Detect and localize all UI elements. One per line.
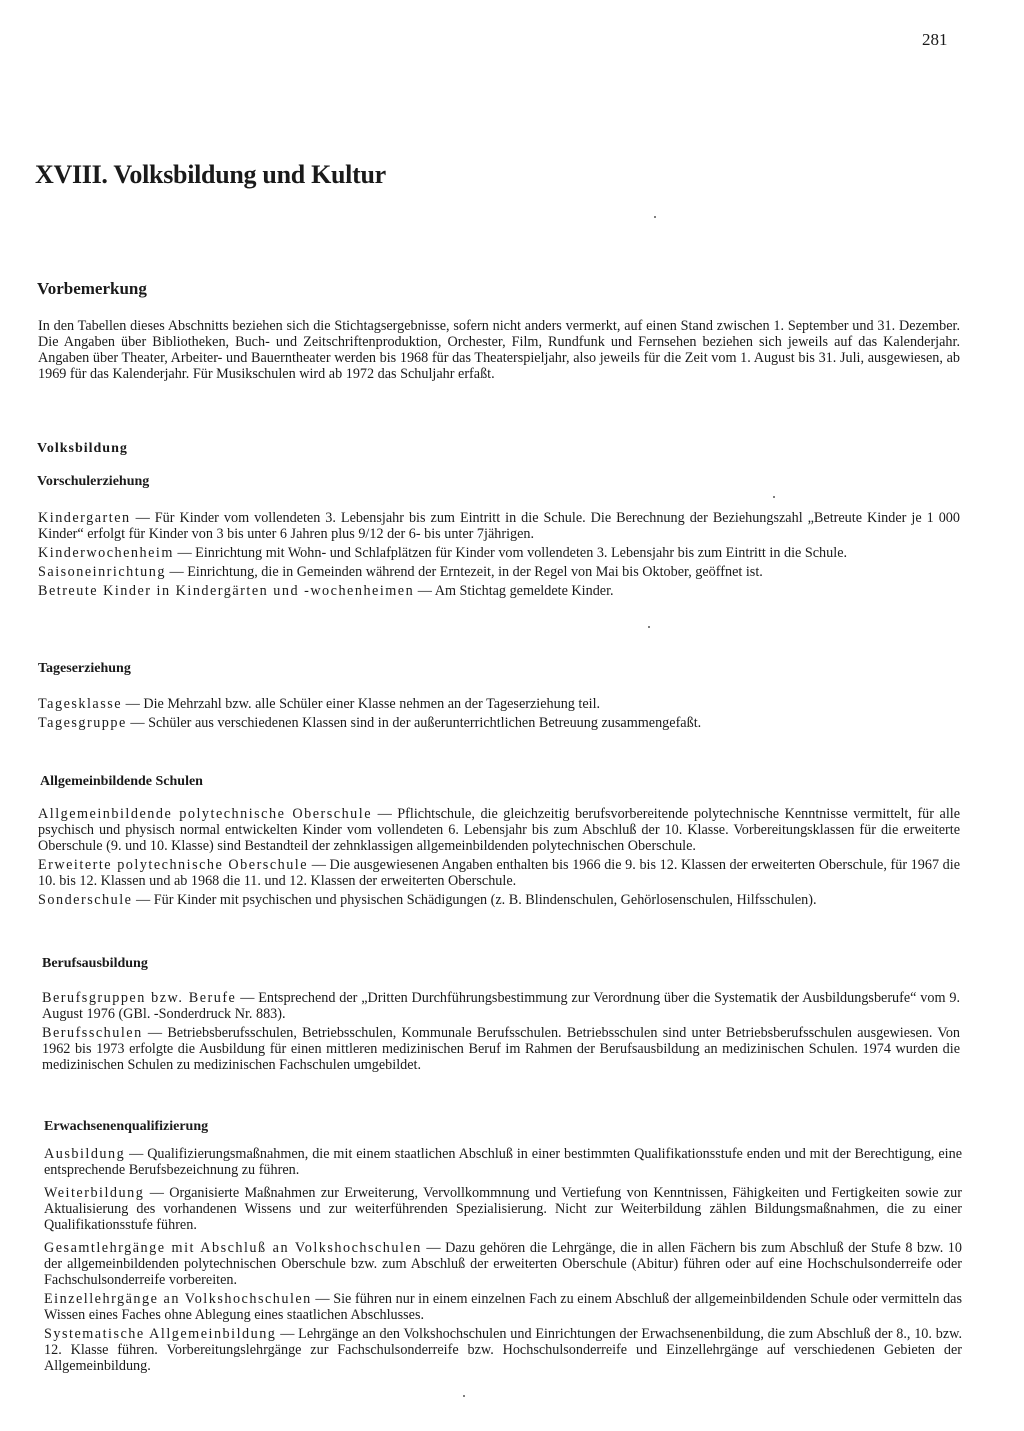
berufsausbildung-heading: Berufsausbildung <box>42 956 148 971</box>
definition-term: Berufsschulen <box>42 1025 143 1041</box>
definition-term: Betreute Kinder in Kindergärten und -wochenheimen <box>38 583 415 599</box>
definition-term: Einzellehrgänge an Volkshochschulen <box>44 1291 312 1307</box>
definition-term: Saisoneinrichtung <box>38 564 166 580</box>
definition-term: Tagesklasse <box>38 696 123 712</box>
scan-speck <box>648 626 650 628</box>
allgemeinbildende-heading: Allgemeinbildende Schulen <box>40 774 203 789</box>
definition-text: — Lehrgänge an den Volkshochschulen und Einrichtungen der Erwachsenenbildung, die zum Abschluß der 8., 10. bzw. 12. Klasse führen. Vorbereitungslehrgänge zur Fachschulsonderreife bzw. Hochschulsonderreife und Einzellehrgänge auf verschiedenen Gebieten der Allgemeinbildung. <box>44 1326 962 1374</box>
definition-text: — Einrichtung, die in Gemeinden während der Erntezeit, in der Regel von Mai bis Oktober, geöffnet ist. <box>169 564 763 580</box>
chapter-title: XVIII. Volksbildung und Kultur <box>35 160 386 189</box>
definition-text: — Am Stichtag gemeldete Kinder. <box>417 583 614 599</box>
definition-entry <box>38 715 960 731</box>
erwachsenenqualifizierung-heading: Erwachsenenqualifizierung <box>44 1119 209 1134</box>
scan-speck <box>773 496 775 498</box>
definition-term: Gesamtlehrgänge mit Abschluß an Volkshochschulen <box>44 1240 422 1256</box>
definition-entry <box>42 1025 960 1073</box>
definition-text: — Qualifizierungsmaßnahmen, die mit einem staatlichen Abschluß in einer bestimmten Qualifikationsstufe enden und mit der Berechtigung, eine entsprechende Berufsbezeichnung zu führen. <box>44 1146 962 1178</box>
definition-text: — Die ausgewiesenen Angaben enthalten bis 1966 die 9. bis 12. Klassen der erweiterten Oberschule, für 1967 die 10. bis 12. Klassen und ab 1968 die 11. und 12. Klassen der erweiterten Oberschule. <box>38 857 961 889</box>
definition-term: Erweiterte polytechnische Oberschule <box>38 857 309 873</box>
volksbildung-heading: Volksbildung <box>37 441 128 456</box>
definition-term: Kinderwochenheim <box>38 545 174 561</box>
erwachsen-block <box>44 1146 962 1377</box>
scan-speck <box>463 1395 465 1397</box>
definition-entry <box>42 990 960 1022</box>
definition-text: — Betriebsberufsschulen, Betriebsschulen, Kommunale Berufsschulen. Betriebsschulen sind unter Betriebsberufsschulen ausgewiesen. Von 1962 bis 1973 erfolgte die Ausbildung für einen mittleren medizinischen Beruf im Rahmen der Berufsausbildung an medizinischen Schulen. 1974 wurden die medizinischen Schulen zu medizinischen Fachschulen umgebildet. <box>42 1025 961 1073</box>
definition-text: — Organisierte Maßnahmen zur Erweiterung, Vervollkommnung und Vertiefung von Kenntnissen, Fähigkeiten und Fertigkeiten sowie zur Aktualisierung des vorhandenen Wissens und zur weiterführenden Spezialisierung. Nicht zur Weiterbildung zählen Bildungsmaßnahmen, die zu einer Qualifikationsstufe führen. <box>44 1185 962 1233</box>
vorschulerziehung-heading: Vorschulerziehung <box>37 474 150 489</box>
definition-text: — Dazu gehören die Lehrgänge, die in allen Fächern bis zum Abschluß der Stufe 8 bzw. 10 der allgemeinbildenden polytechnischen Oberschule bzw. zum Abschluß der erweiterten Oberschule (Abitur) führen oder auf eine Hochschulsonderreife oder Fachschulsonderreife vorbereiten. <box>44 1240 962 1288</box>
definition-entry <box>38 857 960 889</box>
definition-entry <box>38 696 960 712</box>
definition-entry <box>44 1291 962 1323</box>
definition-entry <box>38 510 960 542</box>
vorschul-block <box>38 510 960 602</box>
definition-text: — Einrichtung mit Wohn- und Schlafplätzen für Kinder vom vollendeten 3. Lebensjahr bis zum Eintritt in die Schule. <box>177 545 848 561</box>
definition-text: — Für Kinder vom vollendeten 3. Lebensjahr bis zum Eintritt in die Schule. Die Berechnung der Beziehungszahl „Betreute Kinder je 1 000 Kinder“ erfolgt für Kinder von 3 bis unter 6 Jahren plus 9/12 der 6- bis unter 7jährigen. <box>38 510 960 542</box>
definition-entry <box>38 564 960 580</box>
definition-entry <box>38 583 960 599</box>
beruf-block <box>42 990 960 1076</box>
definition-entry <box>38 545 960 561</box>
definition-entry <box>44 1146 962 1178</box>
definition-term: Ausbildung <box>44 1146 126 1162</box>
definition-term: Tagesgruppe <box>38 715 127 731</box>
definition-term: Weiterbildung <box>44 1185 145 1201</box>
tageserziehung-heading: Tageserziehung <box>38 661 131 676</box>
scan-speck <box>654 216 656 218</box>
allgemein-block <box>38 806 960 911</box>
definition-text: — Für Kinder mit psychischen und physischen Schädigungen (z. B. Blindenschulen, Gehörlosenschulen, Hilfsschulen). <box>136 892 817 908</box>
definition-term: Sonderschule <box>38 892 133 908</box>
definition-text: — Sie führen nur in einem einzelnen Fach zu einem Abschluß der allgemeinbildenden Schule oder vermitteln das Wissen eines Faches ohne Ablegung eines staatlichen Abschlusses. <box>44 1291 962 1323</box>
definition-term: Allgemeinbildende polytechnische Oberschule <box>38 806 373 822</box>
definition-term: Berufsgruppen bzw. Berufe <box>42 990 237 1006</box>
tages-block <box>38 696 960 734</box>
definition-text: — Schüler aus verschiedenen Klassen sind in der außerunterrichtlichen Betreuung zusammengefaßt. <box>130 715 702 731</box>
definition-text: — Entsprechend der „Dritten Durchführungsbestimmung zur Verordnung über die Systematik der Ausbildungsberufe“ vom 9. August 1976 (GBl. -Sonderdruck Nr. 883). <box>42 990 961 1022</box>
definition-entry <box>38 892 960 908</box>
definition-entry <box>38 806 960 854</box>
definition-term: Systematische Allgemeinbildung <box>44 1326 277 1342</box>
definition-text: — Die Mehrzahl bzw. alle Schüler einer Klasse nehmen an der Tageserziehung teil. <box>125 696 601 712</box>
page-number: 281 <box>922 30 948 49</box>
vorbemerkung-heading: Vorbemerkung <box>37 279 147 298</box>
definition-entry <box>44 1185 962 1233</box>
vorbemerkung-text: In den Tabellen dieses Abschnitts beziehen sich die Stichtagsergebnisse, sofern nicht anders vermerkt, auf einen Stand zwischen 1. September und 31. Dezember. Die Angaben über Bibliotheken, Buch- und Zeitschriftenproduktion, Orchester, Film, Rundfunk und Fernsehen beziehen sich jeweils auf das Kalenderjahr. Angaben über Theater, Arbeiter- und Bauerntheater werden bis 1968 für das Theaterspieljahr, also jeweils für die Zeit vom 1. August bis 31. Juli, ausgewiesen, ab 1969 für das Kalenderjahr. Für Musikschulen wird ab 1972 das Schuljahr erfaßt. <box>38 318 960 382</box>
definition-entry <box>44 1240 962 1288</box>
definition-text: — Pflichtschule, die gleichzeitig berufsvorbereitende polytechnische Kenntnisse vermittelt, für alle psychisch und physisch normal entwickelten Kinder vom vollendeten 6. Lebensjahr bis zum Abschluß der 10. Klasse. Vorbereitungsklassen für die erweiterte Oberschule (9. und 10. Klasse) sind Bestandteil der zehnklassigen allgemeinbildenden polytechnischen Oberschule. <box>38 806 961 854</box>
definition-entry <box>44 1326 962 1374</box>
definition-term: Kindergarten <box>38 510 131 526</box>
